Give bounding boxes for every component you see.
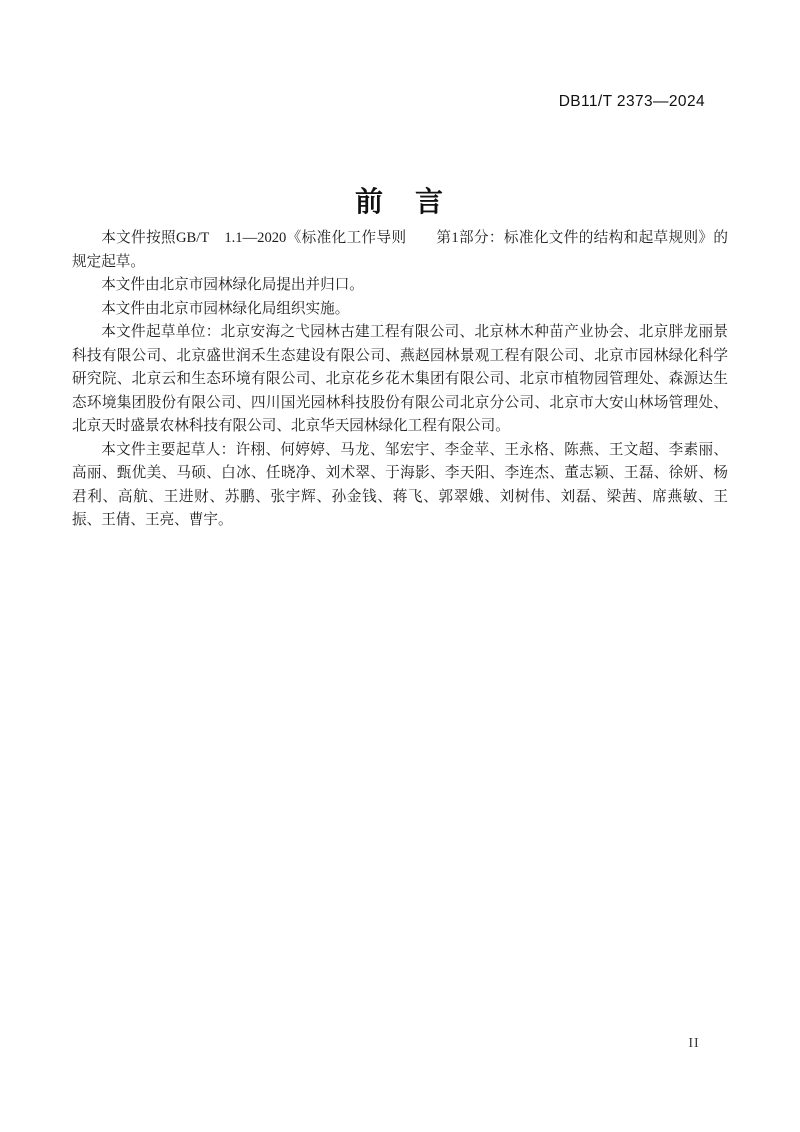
paragraph-drafting-organizations: 本文件起草单位：北京安海之弋园林古建工程有限公司、北京林木种苗产业协会、北京胖龙丽景科技有限公司、北京盛世润禾生态建设有限公司、燕赵园林景观工程有限公司、北京市园林绿化科学研究院、北京云和生态环境有限公司、北京花乡花木集团有限公司、北京市植物园管理处、森源达生态环境集团股份有限公司、四川国光园林科技股份有限公司北京分公司、北京市大安山林场管理处、北京天时盛景农林科技有限公司、北京华天园林绿化工程有限公司。 <box>72 324 728 434</box>
paragraph-implemented-by: 本文件由北京市园林绿化局组织实施。 <box>101 300 350 317</box>
page-title: 前 言 <box>354 185 445 217</box>
foreword-body <box>72 227 728 533</box>
paragraph-main-drafters: 本文件主要起草人：许栩、何婷婷、马龙、邹宏宇、李金苹、王永格、陈燕、王文超、李素丽、高丽、甄优美、马硕、白冰、任晓净、刘术翠、于海影、李天阳、李连杰、董志颖、王磊、徐妍、杨君利、高航、王进财、苏鹏、张宇辉、孙金钱、蒋飞、郭翠娥、刘树伟、刘磊、梁茜、席燕敏、王振、王倩、王亮、曹宇。 <box>72 441 728 528</box>
page-number: II <box>688 1036 700 1051</box>
paragraph-proposed-by: 本文件由北京市园林绿化局提出并归口。 <box>101 277 364 293</box>
doc-number: DB11/T 2373—2024 <box>558 93 705 110</box>
paragraph-drafting-rules: 本文件按照GB/T 1.1—2020《标准化工作导则 第1部分：标准化文件的结构和起草规则》的规定起草。 <box>72 230 728 270</box>
